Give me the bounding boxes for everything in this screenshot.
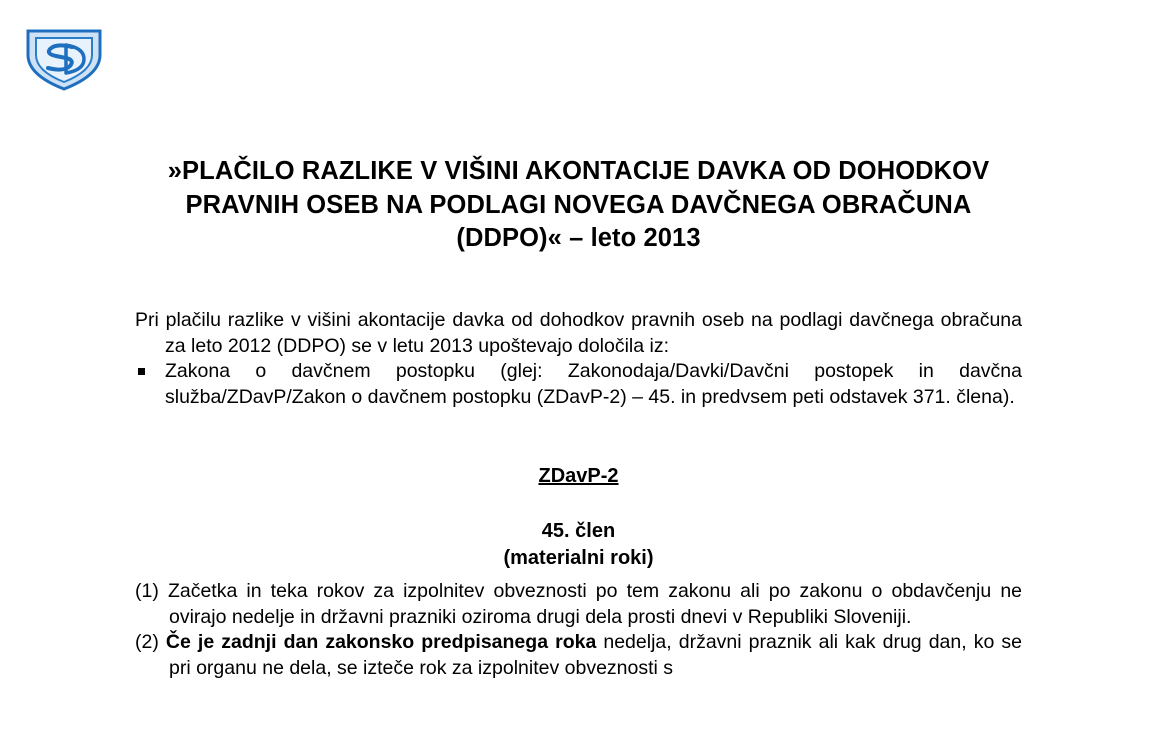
paragraph-1 <box>135 579 1022 630</box>
paragraph-2 <box>135 630 1022 681</box>
list-item <box>135 359 1022 410</box>
law-heading: ZDavP-2 <box>538 465 619 488</box>
list-item-label: Zakona o davčnem postopku (glej: Zakonodaja/Davki/Davčni postopek in davčna služba/ZDavP/Zakon o davčnem postopku (ZDavP-2) – 45. in predvsem peti odstavek 371. člena). <box>165 360 1022 408</box>
intro-paragraph-text: Pri plačilu razlike v višini akontacije davka od dohodkov pravnih oseb na podlagi davčnega obračuna za leto 2012 (DDPO) se v letu 2013 upoštevajo določila iz: <box>135 308 1022 357</box>
intro-paragraph <box>135 308 1022 359</box>
paragraph-2-text: nedelja, državni praznik ali kak drug dan, ko se pri organu ne dela, se izteče rok za izpolnitev obveznosti s <box>169 631 1022 679</box>
article-heading <box>135 518 1022 572</box>
article-subtitle: (materialni roki) <box>503 547 654 570</box>
square-bullet-icon <box>138 368 145 375</box>
paragraph-2-number: (2) <box>135 631 159 654</box>
page-title: »PLAČILO RAZLIKE V VIŠINI AKONTACIJE DAVKA OD DOHODKOV PRAVNIH OSEB NA PODLAGI NOVEGA DAVČNEGA OBRAČUNA (DDPO)« – leto 2013 <box>167 157 990 253</box>
paragraph-2-bold-text: Če je zadnji dan zakonsko predpisanega roka <box>165 631 597 654</box>
numbered-paragraphs <box>135 579 1022 681</box>
article-number: 45. člen <box>541 520 616 543</box>
paragraph-1-number: (1) <box>135 580 159 603</box>
paragraph-1-text: Začetka in teka rokov za izpolnitev obveznosti po tem zakonu ali po zakonu o obdavčenju ne ovirajo nedelje in državni prazniki oziroma drugi dela prosti dnevi v Republiki Sloveniji. <box>167 580 1023 628</box>
body-block <box>135 308 1022 681</box>
bullet-list <box>135 359 1022 410</box>
